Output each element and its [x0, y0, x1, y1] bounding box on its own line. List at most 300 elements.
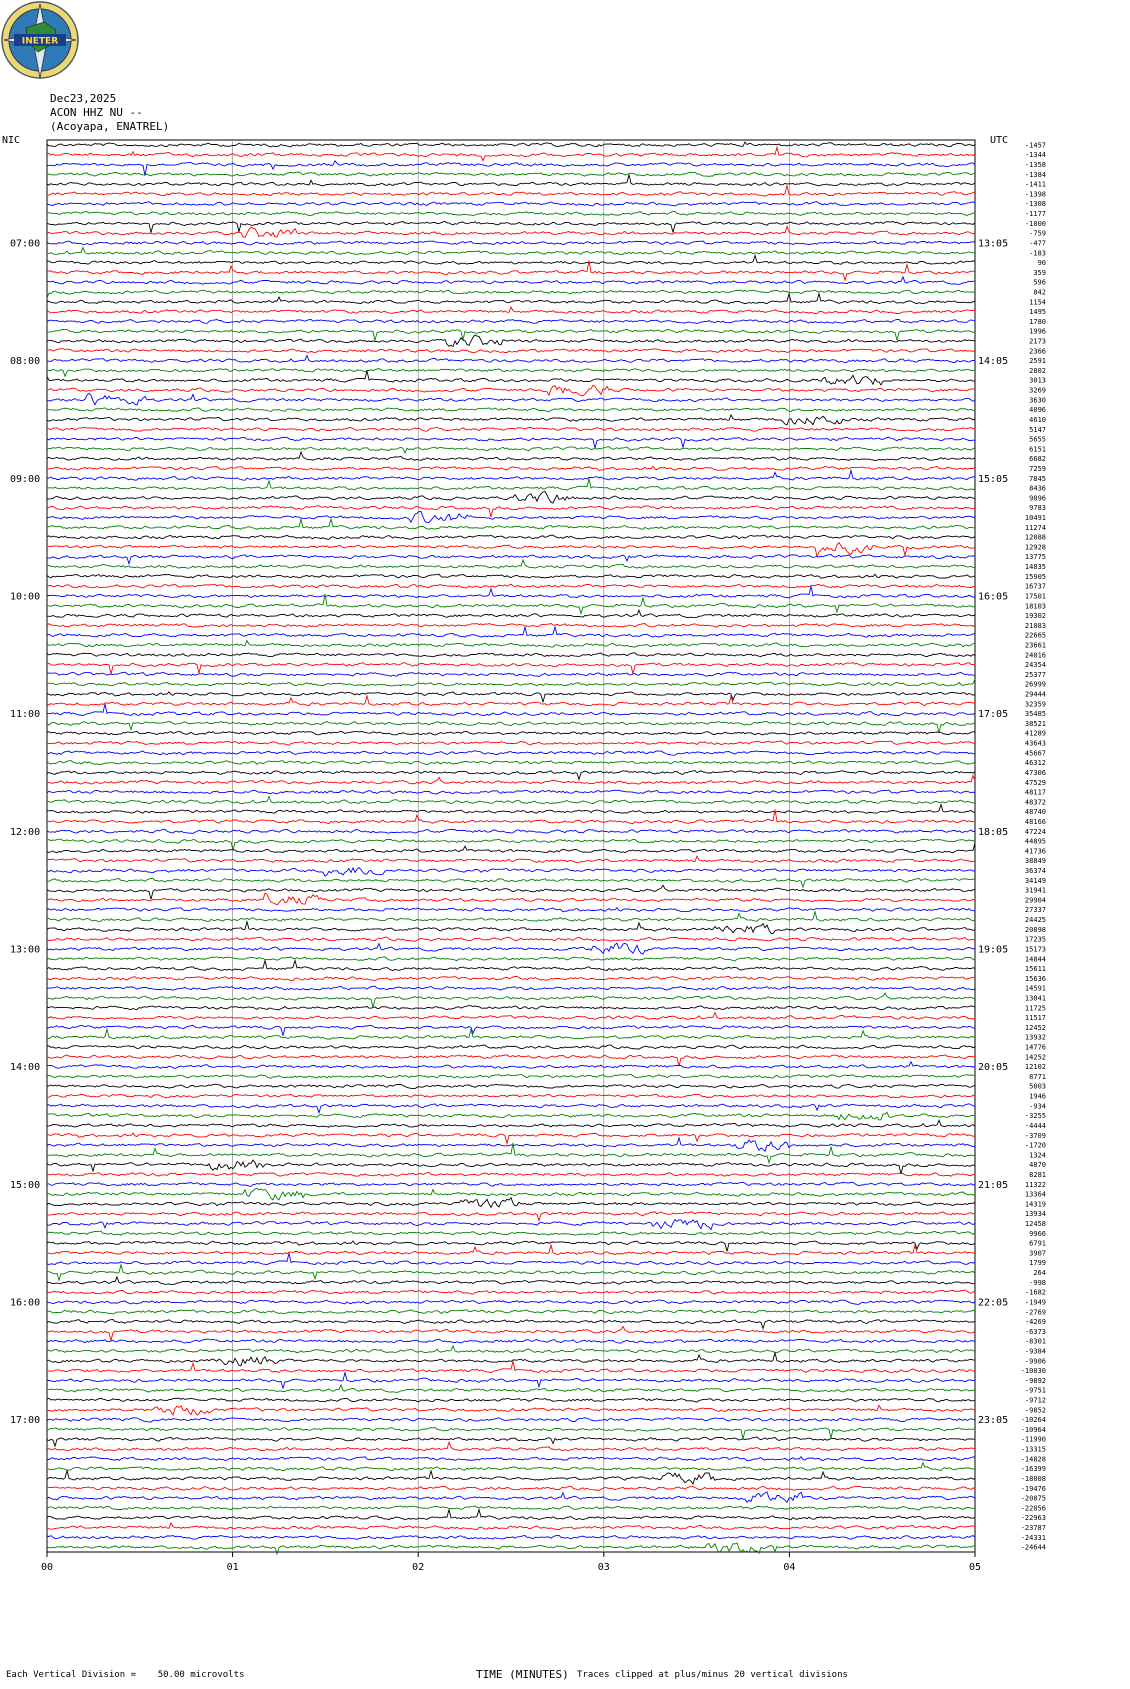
right-hour-label: 15:05: [978, 473, 1009, 485]
right-hour-label: 22:05: [978, 1297, 1009, 1309]
trace-offset-label: 41736: [1024, 847, 1046, 856]
seismic-trace: [47, 1253, 975, 1265]
seismic-trace: [47, 175, 975, 186]
trace-offset-label: 1780: [1029, 317, 1046, 326]
seismic-trace: [47, 868, 975, 877]
trace-offset-label: -24644: [1020, 1543, 1046, 1552]
seismic-trace: [47, 255, 975, 264]
trace-offset-label: 17235: [1024, 935, 1046, 944]
trace-offset-label: 24016: [1024, 651, 1046, 660]
right-hour-label: 21:05: [978, 1179, 1009, 1191]
seismic-trace: [47, 1535, 975, 1539]
seismic-trace: [47, 1094, 975, 1098]
right-hour-label: 20:05: [978, 1062, 1009, 1074]
left-hour-label: 10:00: [10, 591, 41, 603]
trace-offset-label: 842: [1033, 288, 1046, 297]
trace-offset-label: -10264: [1020, 1416, 1046, 1425]
trace-offset-label: 7845: [1029, 474, 1046, 483]
seismic-trace: [47, 1055, 975, 1066]
trace-offset-label: 27337: [1024, 906, 1046, 915]
seismic-trace: [47, 1463, 975, 1471]
station-code: ACON HHZ NU --: [50, 106, 143, 119]
trace-offset-label: 13775: [1024, 553, 1046, 562]
seismic-trace: [47, 797, 975, 804]
seismic-trace: [47, 470, 975, 480]
seismic-trace: [47, 1120, 975, 1127]
seismic-trace: [47, 1133, 975, 1143]
seismic-trace: [47, 1138, 975, 1151]
trace-offset-label: -1000: [1024, 219, 1046, 228]
trace-offset-label: -9384: [1024, 1347, 1046, 1356]
trace-offset-label: 12088: [1024, 533, 1046, 542]
seismic-trace: [47, 369, 975, 377]
trace-offset-label: -1411: [1024, 180, 1046, 189]
trace-offset-label: 596: [1033, 278, 1046, 287]
seismic-trace: [47, 1346, 975, 1353]
seismic-trace: [47, 878, 975, 887]
seismic-trace: [47, 408, 975, 412]
trace-offset-label: -24331: [1020, 1533, 1046, 1542]
seismic-trace: [47, 721, 975, 732]
seismic-trace: [47, 1290, 975, 1294]
seismic-trace: [47, 1510, 975, 1520]
x-tick-label: 03: [597, 1562, 610, 1573]
trace-offset-label: 14252: [1024, 1053, 1046, 1062]
trace-offset-label: 8281: [1029, 1170, 1046, 1179]
seismic-trace: [47, 1112, 975, 1120]
trace-offset-label: 24425: [1024, 916, 1046, 925]
trace-offset-label: 31941: [1024, 886, 1046, 895]
seismic-trace: [47, 986, 975, 990]
seismic-trace: [47, 584, 975, 588]
trace-offset-label: 2366: [1029, 347, 1046, 356]
trace-offset-label: 29444: [1024, 690, 1046, 699]
right-hour-label: 14:05: [978, 356, 1009, 368]
seismic-trace: [47, 437, 975, 448]
trace-offset-label: -16399: [1020, 1465, 1046, 1474]
trace-offset-label: 20898: [1024, 925, 1046, 934]
seismic-trace: [47, 1006, 975, 1010]
seismic-traces: [47, 142, 975, 1554]
trace-offset-label: 8771: [1029, 1072, 1046, 1081]
x-tick-label: 04: [783, 1562, 796, 1573]
seismic-trace: [47, 610, 975, 618]
trace-offset-label: -11990: [1020, 1435, 1046, 1444]
trace-offset-label: 11517: [1024, 1014, 1046, 1023]
trace-offset-label: 48372: [1024, 798, 1046, 807]
seismic-trace: [47, 731, 975, 735]
trace-offset-label: 25377: [1024, 670, 1046, 679]
seismic-trace: [47, 385, 975, 396]
seismic-trace: [47, 277, 975, 285]
seismic-trace: [47, 1339, 975, 1343]
clip-note: Traces clipped at plus/minus 20 vertical divisions: [577, 1670, 848, 1680]
trace-offset-label: 4096: [1029, 406, 1046, 415]
seismic-trace: [47, 1506, 975, 1510]
x-axis-ticks: [41, 1552, 981, 1573]
seismic-trace: [47, 519, 975, 529]
trace-offset-label: 11322: [1024, 1180, 1046, 1189]
seismic-trace: [47, 452, 975, 461]
seismic-trace: [47, 212, 975, 216]
trace-offset-label: 38521: [1024, 719, 1046, 728]
trace-offset-label: 1799: [1029, 1259, 1046, 1268]
seismic-trace: [47, 751, 975, 755]
seismic-trace: [47, 1062, 975, 1069]
seismic-trace: [47, 1457, 975, 1461]
trace-offset-label: 2802: [1029, 366, 1046, 375]
seismic-trace: [47, 1277, 975, 1285]
seismic-trace: [47, 1361, 975, 1373]
left-timezone-label: NIC: [2, 135, 21, 146]
trace-offset-label: 13932: [1024, 1033, 1046, 1042]
trace-offset-label: 14844: [1024, 955, 1046, 964]
trace-offset-label: -9892: [1024, 1376, 1046, 1385]
trace-offset-label: -14828: [1020, 1455, 1046, 1464]
seismic-trace: [47, 1198, 975, 1208]
seismic-trace: [47, 356, 975, 363]
seismic-trace: [47, 1471, 975, 1484]
trace-offset-label: -998: [1029, 1278, 1046, 1287]
seismic-trace: [47, 1241, 975, 1251]
trace-offset-label: 1996: [1029, 327, 1046, 336]
seismic-trace: [47, 908, 975, 912]
trace-offset-label: -22963: [1020, 1514, 1046, 1523]
trace-offset-label: -18008: [1020, 1474, 1046, 1483]
seismic-trace: [47, 586, 975, 598]
trace-offset-label: 34149: [1024, 876, 1046, 885]
seismic-trace: [47, 1398, 975, 1402]
trace-offset-label: -4444: [1024, 1121, 1046, 1130]
trace-offset-label: 4870: [1029, 1161, 1046, 1170]
trace-offset-label: 12928: [1024, 543, 1046, 552]
seismic-trace: [47, 856, 975, 862]
trace-offset-label: 18103: [1024, 602, 1046, 611]
trace-offset-label: 14776: [1024, 1043, 1046, 1052]
trace-offset-label: 12452: [1024, 1023, 1046, 1032]
seismic-trace: [47, 937, 975, 941]
trace-offset-label: 36374: [1024, 867, 1046, 876]
trace-offset-label: -6373: [1024, 1327, 1046, 1336]
trace-offset-label: 46312: [1024, 759, 1046, 768]
scale-note: Each Vertical Division = 50.00 microvolts: [6, 1670, 245, 1680]
trace-offset-label: 12458: [1024, 1220, 1046, 1229]
right-hour-label: 13:05: [978, 238, 1009, 250]
trace-offset-label: 16737: [1024, 582, 1046, 591]
trace-offset-label: -9906: [1024, 1357, 1046, 1366]
trace-offset-label: 43643: [1024, 739, 1046, 748]
trace-offset-label: 7259: [1029, 464, 1046, 473]
trace-offset-label: 3630: [1029, 396, 1046, 405]
trace-offset-label: -8301: [1024, 1337, 1046, 1346]
trace-offset-label: 2591: [1029, 357, 1046, 366]
trace-offset-label: -1398: [1024, 190, 1046, 199]
trace-offset-label: 9096: [1029, 494, 1046, 503]
trace-offset-label: 48166: [1024, 817, 1046, 826]
seismic-trace: [47, 415, 975, 425]
trace-offset-label: 90: [1037, 259, 1046, 268]
trace-offset-labels: [1021, 141, 1046, 1551]
seismic-trace: [47, 574, 975, 578]
plot-date: Dec23,2025: [50, 92, 117, 105]
left-time-labels: [10, 238, 40, 1426]
x-tick-label: 02: [412, 1562, 425, 1573]
seismic-trace: [47, 427, 975, 431]
trace-offset-label: -2769: [1024, 1308, 1046, 1317]
seismic-trace: [47, 492, 975, 504]
seismic-trace: [47, 624, 975, 628]
trace-offset-label: 3907: [1029, 1249, 1046, 1258]
seismic-trace: [47, 1353, 975, 1366]
trace-offset-label: 13934: [1024, 1210, 1046, 1219]
seismic-trace: [47, 506, 975, 517]
seismic-trace: [47, 1104, 975, 1113]
seismic-trace: [47, 393, 975, 405]
seismic-trace: [47, 349, 975, 353]
seismic-trace: [47, 1486, 975, 1490]
trace-offset-label: 5003: [1029, 1082, 1046, 1091]
trace-offset-label: 6791: [1029, 1239, 1046, 1248]
trace-offset-label: 14835: [1024, 563, 1046, 572]
seismic-trace: [47, 641, 975, 648]
seismic-trace: [47, 1084, 975, 1088]
seismic-trace: [47, 1373, 975, 1389]
trace-offset-label: 47529: [1024, 778, 1046, 787]
seismic-trace: [47, 1428, 975, 1439]
seismic-trace: [47, 1245, 975, 1255]
trace-offset-label: -4269: [1024, 1318, 1046, 1327]
trace-offset-label: -22056: [1020, 1504, 1046, 1513]
seismic-trace: [47, 1013, 975, 1020]
trace-offset-label: -3255: [1024, 1112, 1046, 1121]
seismic-trace: [47, 960, 975, 970]
seismic-trace: [47, 290, 975, 298]
trace-offset-label: 3013: [1029, 376, 1046, 385]
seismic-trace: [47, 704, 975, 716]
seismic-trace: [47, 560, 975, 569]
left-hour-label: 08:00: [10, 356, 41, 368]
trace-offset-label: 48740: [1024, 808, 1046, 817]
seismic-trace: [47, 555, 975, 564]
seismic-trace: [47, 172, 975, 176]
trace-offset-label: 41289: [1024, 729, 1046, 738]
seismic-trace: [47, 335, 975, 347]
trace-offset-label: 19302: [1024, 612, 1046, 621]
trace-offset-label: 21083: [1024, 621, 1046, 630]
trace-offset-label: -1177: [1024, 210, 1046, 219]
trace-offset-label: 14319: [1024, 1200, 1046, 1209]
station-location: (Acoyapa, ENATREL): [50, 120, 170, 133]
right-hour-label: 19:05: [978, 944, 1009, 956]
trace-offset-label: 45667: [1024, 749, 1046, 758]
left-hour-label: 12:00: [10, 826, 41, 838]
trace-offset-label: 264: [1033, 1269, 1046, 1278]
trace-offset-label: 15173: [1024, 945, 1046, 954]
seismic-trace: [47, 829, 975, 833]
trace-offset-label: 15611: [1024, 965, 1046, 974]
trace-offset-label: 47306: [1024, 768, 1046, 777]
trace-offset-label: 9966: [1029, 1229, 1046, 1238]
trace-offset-label: 4610: [1029, 415, 1046, 424]
trace-offset-label: -1949: [1024, 1298, 1046, 1307]
trace-offset-label: -19476: [1020, 1484, 1046, 1493]
trace-offset-label: -9712: [1024, 1396, 1046, 1405]
seismic-trace: [47, 294, 975, 304]
trace-offset-label: 9783: [1029, 504, 1046, 513]
trace-offset-label: 17501: [1024, 592, 1046, 601]
trace-offset-label: -1358: [1024, 161, 1046, 170]
logo-text: INETER: [21, 36, 59, 47]
seismic-trace: [47, 741, 975, 745]
seismic-trace: [47, 1045, 975, 1049]
trace-offset-label: -23787: [1020, 1523, 1046, 1532]
seismic-trace: [47, 805, 975, 814]
trace-offset-label: -1344: [1024, 151, 1046, 160]
seismic-trace: [47, 692, 975, 702]
trace-offset-label: -934: [1029, 1102, 1046, 1111]
seismic-trace: [47, 147, 975, 160]
seismic-trace: [47, 976, 975, 980]
trace-offset-label: -20875: [1020, 1494, 1046, 1503]
seismic-trace: [47, 1025, 975, 1035]
trace-offset-label: 14591: [1024, 984, 1046, 993]
left-hour-label: 11:00: [10, 709, 41, 721]
trace-offset-label: 35485: [1024, 710, 1046, 719]
seismic-trace: [47, 535, 975, 539]
trace-offset-label: -1682: [1024, 1288, 1046, 1297]
x-tick-label: 05: [968, 1562, 982, 1573]
trace-offset-label: -3709: [1024, 1131, 1046, 1140]
left-hour-label: 07:00: [10, 238, 41, 250]
seismic-trace: [47, 185, 975, 196]
trace-offset-label: -183: [1029, 249, 1046, 258]
right-hour-label: 17:05: [978, 709, 1009, 721]
seismic-trace: [47, 1029, 975, 1039]
seismic-trace: [47, 543, 975, 557]
seismic-trace: [47, 479, 975, 491]
seismic-trace: [47, 447, 975, 453]
seismic-trace: [47, 1437, 975, 1446]
seismic-trace: [47, 957, 975, 961]
seismic-trace: [47, 1385, 975, 1393]
trace-offset-label: -1457: [1024, 141, 1046, 150]
seismic-trace: [47, 943, 975, 954]
seismic-trace: [47, 653, 975, 657]
seismic-trace: [47, 912, 975, 922]
x-tick-label: 01: [226, 1562, 239, 1573]
left-hour-label: 16:00: [10, 1297, 41, 1309]
trace-offset-label: 8436: [1029, 484, 1046, 493]
left-hour-label: 14:00: [10, 1062, 41, 1074]
seismic-trace: [47, 1182, 975, 1186]
seismic-trace: [47, 679, 975, 686]
seismic-trace: [47, 843, 975, 853]
trace-offset-label: 13041: [1024, 994, 1046, 1003]
trace-offset-label: 1324: [1029, 1151, 1046, 1160]
right-timezone-label: UTC: [990, 135, 1009, 146]
seismic-trace: [47, 790, 975, 794]
seismic-trace: [47, 1212, 975, 1221]
left-hour-label: 13:00: [10, 944, 41, 956]
trace-offset-label: 2173: [1029, 337, 1046, 346]
seismic-trace: [47, 885, 975, 899]
seismic-trace: [47, 371, 975, 385]
seismic-trace: [47, 771, 975, 780]
seismic-trace: [47, 1442, 975, 1451]
trace-offset-label: 3269: [1029, 386, 1046, 395]
x-tick-label: 00: [40, 1562, 54, 1573]
trace-offset-label: 6151: [1029, 445, 1046, 454]
trace-offset-label: 47224: [1024, 827, 1046, 836]
trace-offset-label: 13364: [1024, 1190, 1046, 1199]
seismic-trace: [47, 1310, 975, 1314]
seismic-trace: [47, 627, 975, 637]
right-hour-label: 23:05: [978, 1415, 1009, 1427]
seismic-trace: [47, 202, 975, 206]
trace-offset-label: -13315: [1020, 1445, 1046, 1454]
seismic-trace: [47, 672, 975, 676]
seismic-trace: [47, 893, 975, 905]
seismic-trace: [47, 1173, 975, 1177]
trace-offset-label: 5147: [1029, 425, 1046, 434]
trace-offset-label: 24354: [1024, 661, 1046, 670]
seismic-trace: [47, 1231, 975, 1235]
trace-offset-label: 22665: [1024, 631, 1046, 640]
seismic-trace: [47, 776, 975, 784]
trace-offset-label: -10964: [1020, 1425, 1046, 1434]
seismic-trace: [47, 319, 975, 323]
trace-offset-label: 1495: [1029, 308, 1046, 317]
seismic-trace: [47, 839, 975, 850]
trace-offset-label: 11725: [1024, 1004, 1046, 1013]
right-hour-label: 18:05: [978, 826, 1009, 838]
seismic-trace: [47, 221, 975, 232]
seismic-trace: [47, 1523, 975, 1530]
trace-offset-label: -10030: [1020, 1367, 1046, 1376]
trace-offset-label: -9751: [1024, 1386, 1046, 1395]
trace-offset-label: 32359: [1024, 700, 1046, 709]
seismic-trace: [47, 696, 975, 706]
trace-offset-label: 15636: [1024, 974, 1046, 983]
seismic-trace: [47, 1160, 975, 1174]
trace-offset-label: 6682: [1029, 455, 1046, 464]
seismic-trace: [47, 1220, 975, 1230]
trace-offset-label: 11274: [1024, 523, 1046, 532]
seismic-trace: [47, 761, 975, 765]
seismic-trace: [47, 993, 975, 1007]
seismic-trace: [47, 1405, 975, 1415]
seismic-trace: [47, 1327, 975, 1341]
trace-offset-label: 48117: [1024, 788, 1046, 797]
seismic-trace: [47, 142, 975, 147]
trace-offset-label: 15905: [1024, 572, 1046, 581]
right-hour-label: 16:05: [978, 591, 1009, 603]
seismic-trace: [47, 248, 975, 255]
trace-offset-label: -9852: [1024, 1406, 1046, 1415]
seismic-trace: [47, 1074, 975, 1078]
trace-offset-label: 44895: [1024, 837, 1046, 846]
seismic-trace: [47, 922, 975, 934]
left-hour-label: 09:00: [10, 473, 41, 485]
seismic-trace: [47, 511, 975, 522]
trace-offset-label: -759: [1029, 229, 1046, 238]
trace-offset-label: 10491: [1024, 514, 1046, 523]
left-hour-label: 17:00: [10, 1415, 41, 1427]
seismic-trace: [47, 226, 975, 237]
seismic-trace: [47, 1300, 975, 1304]
trace-offset-label: 26999: [1024, 680, 1046, 689]
seismic-trace: [47, 1418, 975, 1422]
